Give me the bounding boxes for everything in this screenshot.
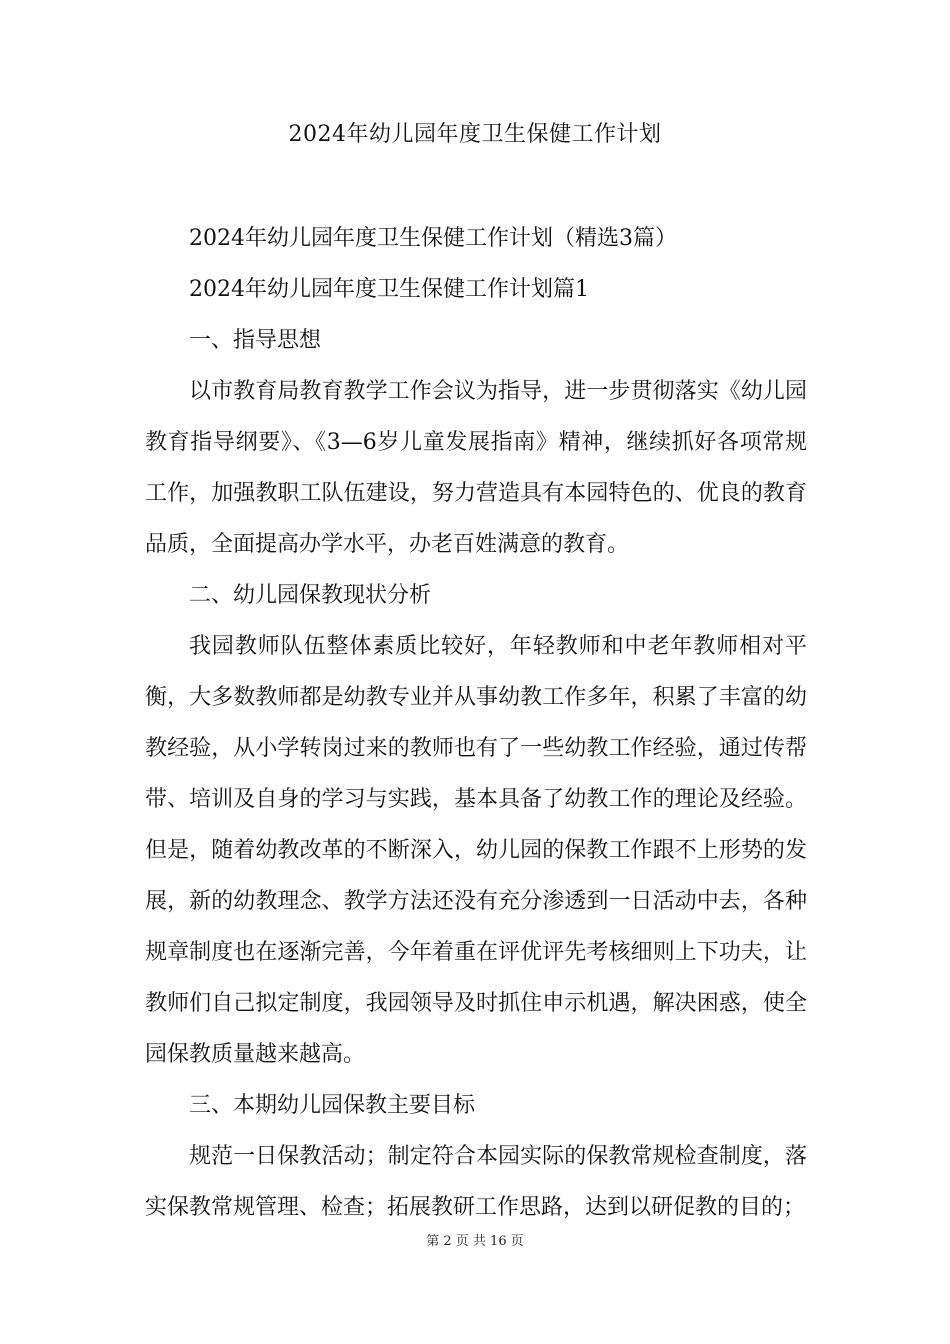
document-body: [145, 213, 807, 1233]
paragraph-main-goals: 规范一日保教活动；制定符合本园实际的保教常规检查制度，落实保教常规管理、检查；拓展教研工作思路，达到以研促教的目的；: [145, 1144, 807, 1220]
page-number-footer: 第 2 页 共 16 页: [426, 1234, 524, 1249]
section-heading-guiding-ideology: 一、指导思想: [189, 328, 322, 353]
paragraph-status-analysis: 我园教师队伍整体素质比较好，年轻教师和中老年教师相对平衡，大多数教师都是幼教专业并从事幼教工作多年，积累了丰富的幼教经验，从小学转岗过来的教师也有了一些幼教工作经验，通过传帮带、培训及自身的学习与实践，基本具备了幼教工作的理论及经验。但是，随着幼教改革的不断深入，幼儿园的保教工作跟不上形势的发展，新的幼教理念、教学方法还没有充分渗透到一日活动中去，各种规章制度也在逐渐完善，今年着重在评优评先考核细则上下功夫，让教师们自己拟定制度，我园领导及时抓住申示机遇，解决困惑，使全园保教质量越来越高。: [145, 634, 807, 1067]
paragraph-part-heading: 2024年幼儿园年度卫生保健工作计划篇1: [189, 277, 589, 302]
document-title: 2024年幼儿园年度卫生保健工作计划: [288, 122, 662, 147]
paragraph-guiding-ideology: 以市教育局教育教学工作会议为指导，进一步贯彻落实《幼儿园教育指导纲要》、《3—6岁儿童发展指南》精神，继续抓好各项常规工作，加强教职工队伍建设，努力营造具有本园特色的、优良的教育品质，全面提高办学水平，办老百姓满意的教育。: [145, 379, 807, 557]
section-heading-main-goals: 三、本期幼儿园保教主要目标: [189, 1093, 476, 1118]
paragraph-subtitle: 2024年幼儿园年度卫生保健工作计划（精选3篇）: [189, 226, 677, 251]
section-heading-status-analysis: 二、幼儿园保教现状分析: [189, 583, 432, 608]
